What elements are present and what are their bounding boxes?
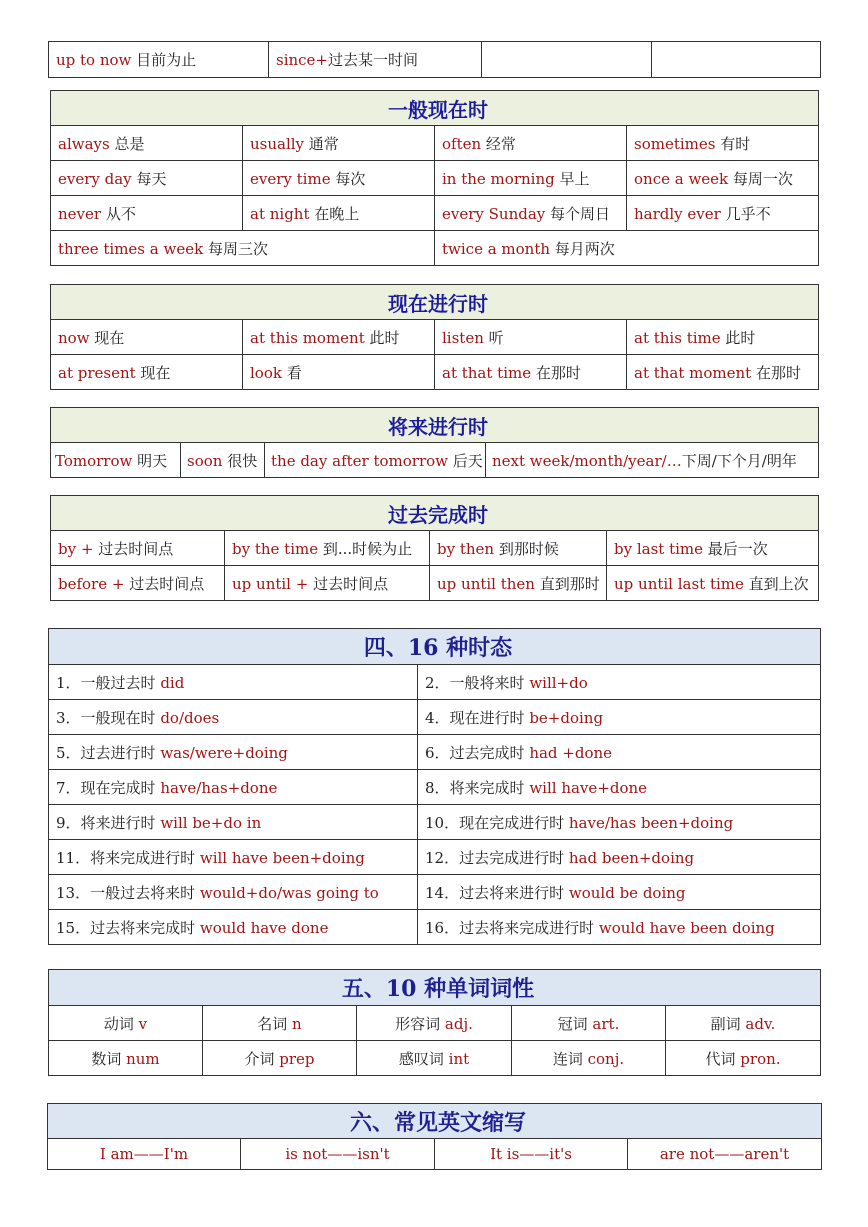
tense-form: would have done [199, 918, 329, 937]
tense-form: would be doing [568, 883, 686, 902]
table-cell: since+过去某一时间 [269, 42, 482, 78]
tense-form: had been+doing [568, 848, 695, 867]
tense-number: 9． [56, 813, 81, 832]
table-cell: every time 每次 [243, 161, 435, 196]
table-cell: by last time 最后一次 [607, 531, 819, 566]
tense-name: 一般将来时 [449, 673, 530, 692]
tenses-16-table [48, 628, 821, 945]
tense-item [418, 840, 821, 875]
tense-name: 过去将来进行时 [459, 883, 569, 902]
tense-item [49, 910, 418, 945]
table-cell: hardly ever 几乎不 [627, 196, 819, 231]
tense-item [49, 805, 418, 840]
past-perfect-table [50, 495, 819, 601]
table-cell: by then 到那时候 [430, 531, 607, 566]
tense-item [418, 875, 821, 910]
tense-number: 14． [425, 883, 460, 902]
table-row [49, 700, 821, 735]
tense-name: 一般过去时 [80, 673, 161, 692]
tense-number: 3． [56, 708, 81, 727]
tense-item [49, 700, 418, 735]
table-row [51, 126, 819, 161]
tense-number: 13． [56, 883, 91, 902]
tense-name: 过去将来完成时 [90, 918, 200, 937]
tense-name: 一般过去将来时 [90, 883, 200, 902]
table-row [49, 735, 821, 770]
table-row [49, 665, 821, 700]
section-title: 一般现在时 [51, 91, 819, 126]
abbreviations-table [47, 1103, 822, 1170]
section-title: 六、常见英文缩写 [48, 1104, 822, 1139]
table-cell: It is——it's [435, 1139, 628, 1170]
tense-number: 6． [425, 743, 450, 762]
table-cell: 名词 n [203, 1006, 357, 1041]
tense-item [418, 805, 821, 840]
tense-form: had +done [529, 743, 613, 762]
section-title: 过去完成时 [51, 496, 819, 531]
table-row [51, 443, 819, 478]
tense-number: 16． [425, 918, 460, 937]
tense-name: 过去完成时 [449, 743, 530, 762]
table-cell: at that moment 在那时 [627, 355, 819, 390]
tense-item [49, 840, 418, 875]
tense-form: would have been doing [598, 918, 775, 937]
tense-name: 现在完成时 [80, 778, 161, 797]
table-cell: once a week 每周一次 [627, 161, 819, 196]
table-cell: every Sunday 每个周日 [435, 196, 627, 231]
table-cell: now 现在 [51, 320, 243, 355]
table-row [48, 1139, 822, 1170]
tense-name: 过去进行时 [80, 743, 161, 762]
tense-form: was/were+doing [160, 743, 288, 762]
tense-number: 5． [56, 743, 81, 762]
tense-number: 15． [56, 918, 91, 937]
tense-number: 7． [56, 778, 81, 797]
table-cell: next week/month/year/…下周/下个月/明年 [486, 443, 819, 478]
section-title: 现在进行时 [51, 285, 819, 320]
tense-item [418, 735, 821, 770]
table-cell: 数词 num [49, 1041, 203, 1076]
table-cell: soon 很快 [181, 443, 265, 478]
tense-item [418, 700, 821, 735]
tense-name: 现在完成进行时 [459, 813, 569, 832]
tense-number: 11． [56, 848, 91, 867]
table-row [51, 566, 819, 601]
table-cell: up to now 目前为止 [49, 42, 269, 78]
table-row [51, 231, 819, 266]
table-cell: 冠词 art. [512, 1006, 666, 1041]
tense-form: would+do/was going to [199, 883, 379, 902]
table-cell: in the morning 早上 [435, 161, 627, 196]
table-cell: at this moment 此时 [243, 320, 435, 355]
table-cell: by + 过去时间点 [51, 531, 225, 566]
tense-form: have/has been+doing [568, 813, 734, 832]
table-cell: 副词 adv. [666, 1006, 821, 1041]
table-row [49, 840, 821, 875]
table-cell: Tomorrow 明天 [51, 443, 181, 478]
table-cell: at this time 此时 [627, 320, 819, 355]
table-cell: at night 在晚上 [243, 196, 435, 231]
present-continuous-table [50, 284, 819, 390]
table-cell: every day 每天 [51, 161, 243, 196]
tense-name: 将来完成进行时 [90, 848, 200, 867]
table-cell: up until last time 直到上次 [607, 566, 819, 601]
tense-name: 过去将来完成进行时 [459, 918, 599, 937]
tense-form: do/does [160, 708, 220, 727]
table-cell: three times a week 每周三次 [51, 231, 435, 266]
table-row [49, 770, 821, 805]
table-row [49, 1006, 821, 1041]
table-row [49, 1041, 821, 1076]
simple-present-table [50, 90, 819, 266]
tense-item [49, 770, 418, 805]
tense-form: will+do [529, 673, 588, 692]
tense-form: did [160, 673, 185, 692]
tense-number: 10． [425, 813, 460, 832]
table-cell: look 看 [243, 355, 435, 390]
table-cell: 连词 conj. [512, 1041, 666, 1076]
tense-item [49, 665, 418, 700]
tense-form: be+doing [529, 708, 604, 727]
table-cell [482, 42, 652, 78]
tense-item [418, 770, 821, 805]
table-row [51, 196, 819, 231]
table-cell: up until + 过去时间点 [225, 566, 430, 601]
table-cell: never 从不 [51, 196, 243, 231]
tense-number: 12． [425, 848, 460, 867]
table-row [49, 910, 821, 945]
tense-form: have/has+done [160, 778, 278, 797]
section-title: 四、16 种时态 [49, 629, 821, 665]
table-row [49, 805, 821, 840]
table-cell: 介词 prep [203, 1041, 357, 1076]
table-cell: 形容词 adj. [357, 1006, 512, 1041]
table-cell: 动词 v [49, 1006, 203, 1041]
table-row [51, 531, 819, 566]
tense-number: 1． [56, 673, 81, 692]
tense-item [49, 735, 418, 770]
table-cell: up until then 直到那时 [430, 566, 607, 601]
pos-10-table [48, 969, 821, 1076]
table-cell: the day after tomorrow 后天 [265, 443, 486, 478]
table-cell: at that time 在那时 [435, 355, 627, 390]
tense-item [418, 910, 821, 945]
section-title: 五、10 种单词词性 [49, 970, 821, 1006]
tense-form: will be+do in [160, 813, 262, 832]
tense-form: will have been+doing [199, 848, 365, 867]
table-cell: before + 过去时间点 [51, 566, 225, 601]
table-row [51, 320, 819, 355]
tenses-list [49, 665, 821, 945]
table-cell: always 总是 [51, 126, 243, 161]
tense-name: 一般现在时 [80, 708, 161, 727]
tense-number: 8． [425, 778, 450, 797]
table-cell: often 经常 [435, 126, 627, 161]
table-cell: is not——isn't [241, 1139, 435, 1170]
table-cell [652, 42, 821, 78]
top-row-table [48, 41, 821, 78]
table-cell: twice a month 每月两次 [435, 231, 819, 266]
table-cell: 代词 pron. [666, 1041, 821, 1076]
tense-form: will have+done [529, 778, 648, 797]
tense-item [49, 875, 418, 910]
table-row [51, 161, 819, 196]
tense-name: 将来完成时 [449, 778, 530, 797]
table-cell: 感叹词 int [357, 1041, 512, 1076]
table-cell: usually 通常 [243, 126, 435, 161]
tense-name: 过去完成进行时 [459, 848, 569, 867]
tense-name: 将来进行时 [80, 813, 161, 832]
section-title: 将来进行时 [51, 408, 819, 443]
tense-number: 2． [425, 673, 450, 692]
table-row [51, 355, 819, 390]
tense-item [418, 665, 821, 700]
table-cell: I am——I'm [48, 1139, 241, 1170]
table-row [49, 42, 821, 78]
table-cell: sometimes 有时 [627, 126, 819, 161]
table-row [49, 875, 821, 910]
table-cell: at present 现在 [51, 355, 243, 390]
table-cell: are not——aren't [628, 1139, 822, 1170]
tense-number: 4． [425, 708, 450, 727]
tense-name: 现在进行时 [449, 708, 530, 727]
future-continuous-table [50, 407, 819, 478]
table-cell: listen 听 [435, 320, 627, 355]
table-cell: by the time 到...时候为止 [225, 531, 430, 566]
